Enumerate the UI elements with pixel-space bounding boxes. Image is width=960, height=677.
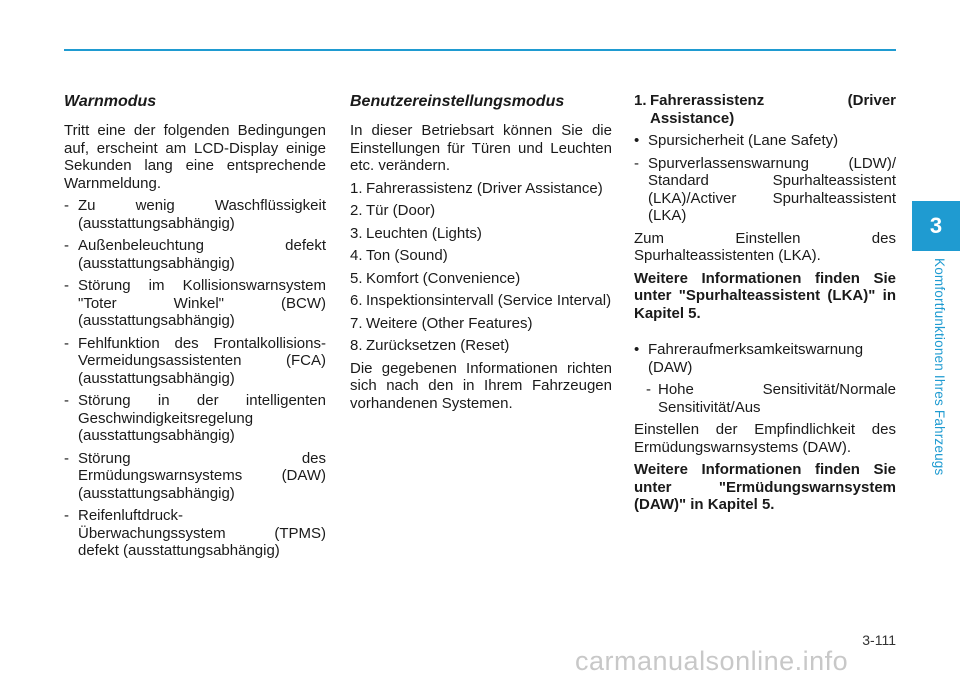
column-fahrerassistenz [634, 92, 896, 519]
chapter-side-title: Komfortfunktionen Ihres Fahrzeugs [932, 258, 947, 476]
dash-item: - Hohe Sensitivität/Normale Sensitivität/Aus [646, 381, 896, 416]
intro-text: Tritt eine der folgenden Bedingungen auf, erscheint am LCD-Display einige Sekunden lang eine entsprechende Warnmeldung. [64, 122, 326, 192]
list-item: 3. Leuchten (Lights) [350, 224, 482, 242]
list-item: - Außenbeleuchtung defekt (ausstattungsabhängig) [64, 237, 326, 272]
intro-text: In dieser Betriebsart können Sie die Einstellungen für Türen und Leuchten etc. verändern. [350, 122, 612, 174]
column-warnmodus [64, 92, 326, 565]
list-item: 2. Tür (Door) [350, 202, 436, 219]
bullet-item: • Spursicherheit (Lane Safety) [634, 132, 839, 149]
list-item: - Reifenluftdruck-Überwachungssystem (TPMS) defekt (ausstattungsabhängig) [64, 507, 326, 559]
list-item: 4. Ton (Sound) [350, 247, 448, 264]
list-item: - Zu wenig Waschflüssigkeit (ausstattungsabhängig) [64, 197, 326, 232]
column-benutzereinstellungsmodus [350, 92, 612, 417]
chapter-tab: 3 [912, 201, 960, 251]
watermark: carmanualsonline.info [575, 646, 849, 676]
list-item: - Fehlfunktion des Frontalkollisions-Vermeidungsassistenten (FCA) (ausstattungsabhängig) [64, 334, 326, 387]
subsection-heading: 1. Fahrerassistenz (Driver Assistance) [634, 92, 896, 127]
reference-note: Weitere Informationen finden Sie unter "Spurhalteassistent (LKA)" in Kapitel 5. [634, 269, 896, 322]
bullet-item: • Fahreraufmerksamkeitswarnung (DAW) [634, 341, 864, 376]
body-text: Einstellen der Empfindlichkeit des Ermüdungswarnsystems (DAW). [634, 421, 896, 456]
section-heading: Warnmodus [64, 93, 157, 110]
reference-note: Weitere Informationen finden Sie unter "Ermüdungswarnsystem (DAW)" in Kapitel 5. [634, 461, 896, 513]
list-item: 1. Fahrerassistenz (Driver Assistance) [350, 179, 603, 197]
list-item: 5. Komfort (Convenience) [350, 269, 521, 287]
page-number: 3-111 [862, 632, 896, 648]
list-item: - Störung des Ermüdungswarnsystems (DAW) (ausstattungsabhängig) [64, 449, 326, 502]
top-rule [64, 49, 896, 51]
list-item: - Störung in der intelligenten Geschwindigkeitsregelung (ausstattungsabhängig) [64, 392, 326, 444]
body-text: Zum Einstellen des Spurhalteassistenten (LKA). [634, 229, 896, 264]
list-item: 7. Weitere (Other Features) [350, 314, 533, 332]
dash-item: - Spurverlassenswarnung (LDW)/ Standard Spurhalteassistent (LKA)/Activer Spurhalteassistent (LKA) [634, 154, 896, 224]
outro-text: Die gegebenen Informationen richten sich nach den in Ihrem Fahrzeugen vorhandenen Systemen. [350, 359, 612, 412]
list-item: 6. Inspektionsintervall (Service Interval) [350, 292, 612, 309]
list-item: 8. Zurücksetzen (Reset) [350, 337, 510, 354]
section-heading: Benutzereinstellungsmodus [350, 93, 565, 110]
list-item: - Störung im Kollisionswarnsystem "Toter Winkel" (BCW) (ausstattungsabhängig) [64, 277, 326, 329]
